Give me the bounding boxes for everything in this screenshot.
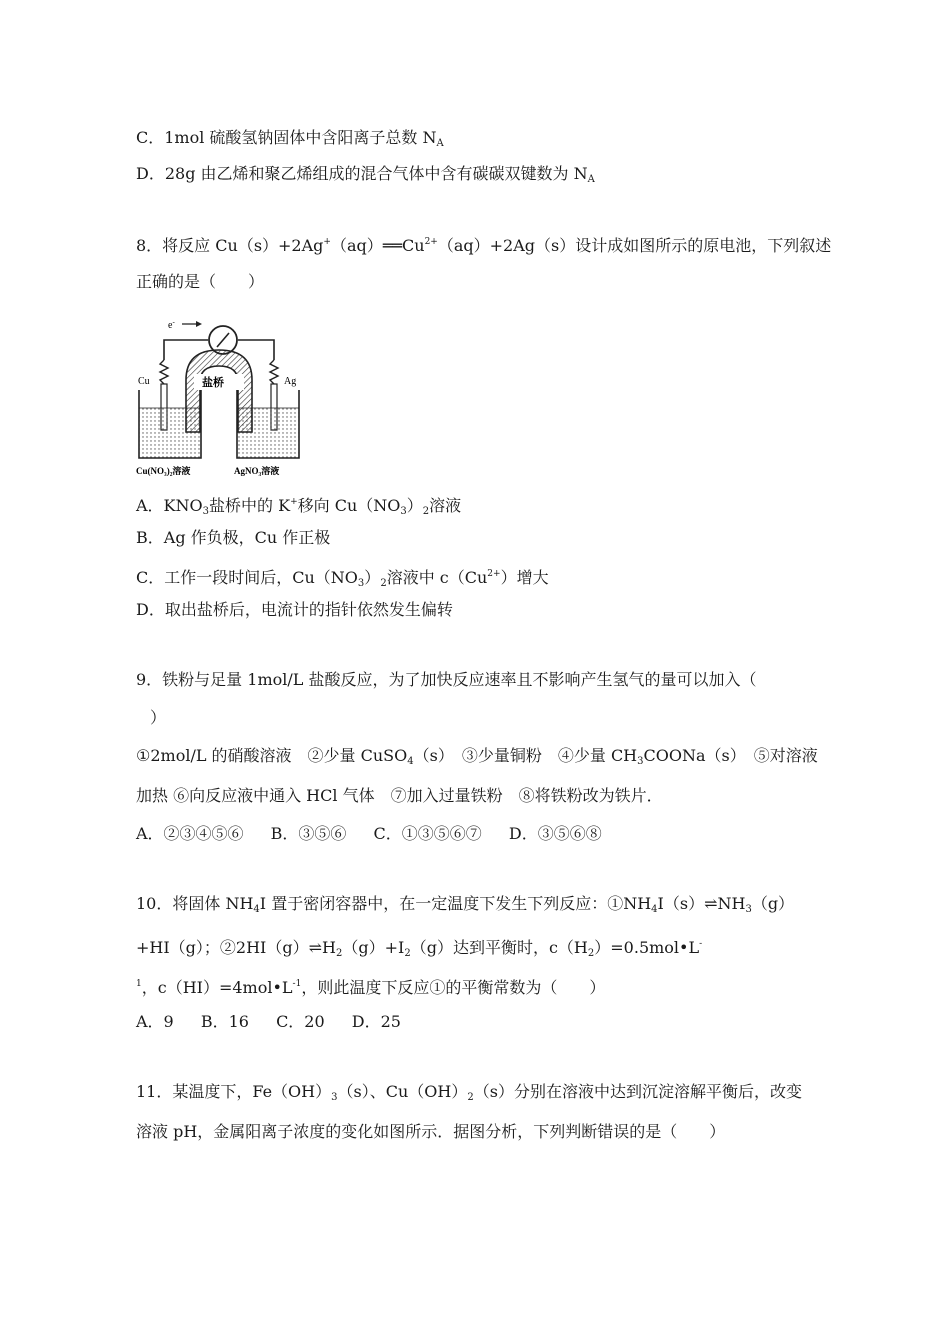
ag-label: Ag [284,376,297,387]
salt-bridge [186,350,252,432]
cu-label: Cu [138,376,150,387]
left-solution-label: Cu(NO₃)₂溶液 [136,466,191,476]
q9-answer-c: C．①③⑤⑥⑦ [373,824,482,843]
q8-option-c: C．工作一段时间后，$Cu(NO_3)_2$溶液中 $c(Cu^{2+})$增大 [136,568,549,589]
salt-bridge-label: 盐桥 [202,377,224,389]
electron-label: e- [168,318,175,331]
q9-choices-line2: 加热 ⑥向反应液中通入 HCl 气体 ⑦加入过量铁粉 ⑧将铁粉改为铁片． [136,786,663,805]
q10-answer-a: A．9 [136,1012,174,1031]
q10-answer-c: C．20 [276,1012,325,1031]
q9-stem-end: ） [150,708,167,727]
q10-answer-d: D．25 [351,1012,401,1031]
q9-choices-line1: ①2mol/L 的硝酸溶液 ②少量 CuSO$_4$（s） ③少量铜粉 ④少量 $CH_3COONa(s)$ ⑤对溶液 [136,746,818,767]
q8-option-d: D．取出盐桥后，电流计的指针依然发生偏转 [136,600,453,619]
q8-stem-line2: 正确的是（ ） [136,272,265,291]
q11-stem-line2: 溶液 pH，金属阳离子浓度的变化如图所示．据图分析，下列判断错误的是（ ） [136,1122,726,1141]
q10-answer-b: B．16 [200,1012,249,1031]
q11-stem-line1: 11．某温度下，$Fe(OH)_3(s)$、$Cu(OH)_2(s)$分别在溶液中达到沉淀溶解平衡后，改变 [136,1082,802,1103]
q9-answer-b: B．③⑤⑥ [270,824,347,843]
q8-stem: 8．将反应 $Cu(s)+2Ag^+(aq)══Cu^{2+}(aq)+2Ag(s)$设计成如图所示的原电池，下列叙述 [136,236,832,255]
q10-stem-line3: $^1$，$c(HI)=4mol•L^{-1}$，则此温度下反应①的平衡常数为（ ） [136,978,606,997]
right-solution-label: AgNO₃溶液 [234,466,280,476]
q10-stem-line2: +HI（g）；$②2HI(g)\rightleftharpoons H_2(g)+I_2(g)$达到平衡时，$c(H_2)=0.5mol•L^-$ [136,938,703,959]
q9-answers [136,824,602,844]
q8-option-a: A．$KNO_3$盐桥中的 K+移向 $Cu(NO_3)_2$溶液 [136,496,462,517]
q7-option-d: D．28g 由乙烯和聚乙烯组成的混合气体中含有碳碳双键数为 $N_A$ [136,164,595,185]
q9-answer-a: A．②③④⑤⑥ [136,824,244,843]
q8-option-b: B．Ag 作负极，Cu 作正极 [136,528,331,547]
q10-answers [136,1012,401,1032]
galvanic-cell-diagram [134,312,304,480]
q9-stem: 9．铁粉与足量 1mol/L 盐酸反应，为了加快反应速率且不影响产生氢气的量可以加入（ [136,670,757,689]
q7-option-c: C．1mol 硫酸氢钠固体中含阳离子总数 $N_A$ [136,128,444,149]
q9-answer-d: D．③⑤⑥⑧ [508,824,602,843]
q10-stem-line1: 10．将固体 $NH_4I$ 置于密闭容器中，在一定温度下发生下列反应：$①NH_4I(s)\rightleftharpoons NH_3(g)$ [136,894,795,915]
